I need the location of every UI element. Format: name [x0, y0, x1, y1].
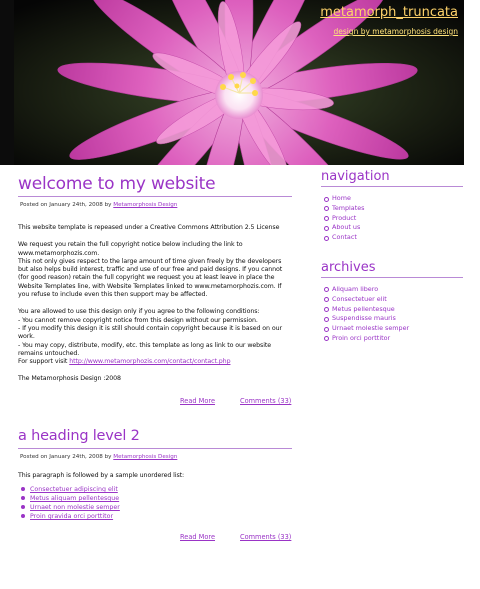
list-item-link[interactable]: Proin gravida orci porttitor [30, 513, 114, 521]
nav-item-label[interactable]: Contact [332, 233, 357, 242]
nav-item-label[interactable]: Product [332, 213, 357, 222]
nav-item-contact[interactable] [332, 233, 463, 243]
list-item-link[interactable]: Consectetuer adipiscing elit [30, 486, 118, 494]
nav-item-label[interactable]: Templates [332, 203, 365, 212]
archive-item[interactable] [332, 285, 463, 295]
comments-link[interactable]: Comments (33) [240, 533, 292, 542]
archive-item[interactable] [332, 324, 463, 334]
flower-image [14, 0, 464, 165]
post-text: - You may copy, distribute, modify, etc. this template as long as link to our website remains untouched. [18, 341, 272, 357]
post-text: We request you retain the full copyright notice below including the link to www.metamorphozis.com. [18, 241, 243, 257]
post-paragraph [18, 308, 292, 366]
post-links [18, 533, 292, 543]
post-heading-level-2 [18, 424, 292, 543]
post-signature: The Metamorphosis Design :2008 [18, 375, 121, 383]
nav-item-label[interactable]: About us [332, 223, 361, 232]
archive-item-label[interactable]: Urnaet molestie semper [332, 324, 410, 333]
read-more-link[interactable]: Read More [180, 396, 216, 405]
post-text: - If you modify this design it is still should contain copyright because it is based on our work. [18, 324, 282, 341]
list-item[interactable] [30, 485, 292, 494]
sidebar [321, 168, 463, 344]
archives-heading: archives [321, 259, 463, 278]
header-banner [0, 0, 480, 165]
list-item[interactable] [30, 512, 292, 521]
post-author-link[interactable]: Metamorphosis Design [113, 453, 178, 460]
post-text: This not only gives respect to the large amount of time given freely by the developers but also helps build interest, traffic and use of our free and paid designs. If you cannot (for good reason) retain the full copyright we request you at least leave in place the Website Templates line, with Website Templates linked to www.metamorphozis.com. If you refuse to include even this then support may be affected. [18, 257, 283, 299]
post-date: Posted on January 24th, 2008 by [20, 202, 112, 208]
list-item[interactable] [30, 494, 292, 503]
nav-item-templates[interactable] [332, 204, 463, 214]
read-more-link[interactable]: Read More [180, 533, 216, 542]
archives-list [321, 285, 463, 344]
archive-item[interactable] [332, 334, 463, 344]
navigation-list [321, 194, 463, 243]
post-date: Posted on January 24th, 2008 by [20, 453, 112, 460]
main-content [18, 172, 292, 543]
support-link[interactable]: http://www.metamorphozis.com/contact/contact.php [69, 358, 231, 366]
site-title-link[interactable]: metamorph_truncata [320, 5, 458, 20]
archive-item-label[interactable]: Suspendisse mauris [332, 314, 396, 323]
sample-list [18, 485, 292, 521]
post-author-link[interactable]: Metamorphosis Design [113, 202, 178, 208]
post-meta [20, 202, 292, 209]
post-meta [20, 454, 292, 461]
post-paragraph [18, 241, 292, 299]
post-text: - You cannot remove copyright notice from this design without our permission. [18, 316, 258, 324]
support-label: For support visit [18, 358, 68, 366]
design-credit-link[interactable]: design by metamorphosis design [333, 27, 458, 36]
post-title[interactable]: welcome to my website [18, 172, 292, 197]
archive-item-label[interactable]: Metus pellentesque [332, 304, 395, 313]
list-item[interactable] [30, 503, 292, 512]
list-item-link[interactable]: Metus aliquam pellentesque [30, 495, 120, 503]
archive-item[interactable] [332, 314, 463, 324]
archive-item-label[interactable]: Consectetuer elit [332, 294, 387, 303]
post-links [18, 397, 292, 407]
post-text: You are allowed to use this design only if you agree to the following conditions: [18, 308, 260, 316]
archive-item-label[interactable]: Aliquam libero [332, 284, 379, 293]
list-item-link[interactable]: Urnaet non molestie semper [30, 504, 120, 512]
nav-item-product[interactable] [332, 214, 463, 224]
post-paragraph: This paragraph is followed by a sample unordered list: [18, 471, 185, 479]
archive-item[interactable] [332, 305, 463, 315]
nav-item-home[interactable] [332, 194, 463, 204]
archive-item[interactable] [332, 295, 463, 305]
post-welcome [18, 172, 292, 407]
post-paragraph: This website template is repeased under a Creative Commons Attribution 2.5 License [18, 224, 280, 231]
comments-link[interactable]: Comments (33) [240, 396, 292, 405]
post-title[interactable]: a heading level 2 [18, 424, 292, 449]
nav-item-label[interactable]: Home [332, 194, 351, 202]
nav-item-about-us[interactable] [332, 223, 463, 233]
header-edge [464, 0, 480, 165]
archive-item-label[interactable]: Proin orci porttitor [332, 333, 391, 342]
navigation-heading: navigation [321, 168, 463, 187]
